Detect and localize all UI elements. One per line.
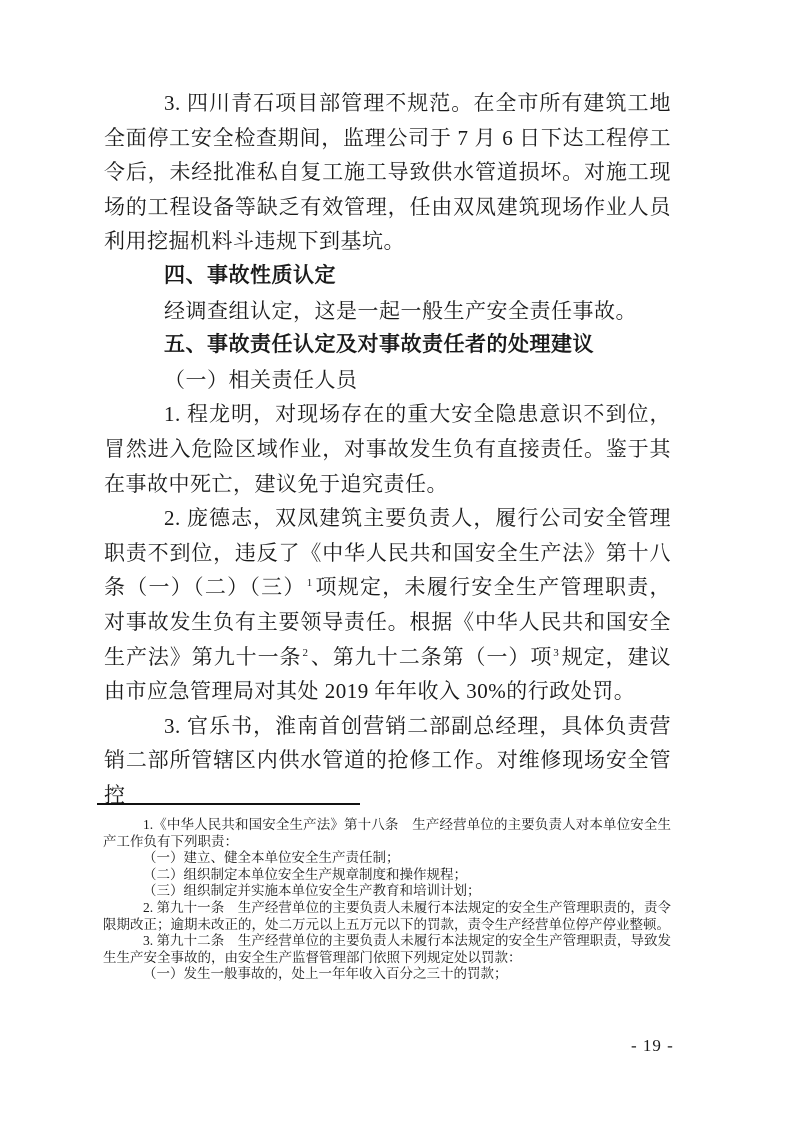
body-paragraph: 3. 四川青石项目部管理不规范。在全市所有建筑工地全面停工安全检查期间，监理公司于 7 月 6 日下达工程停工令后，未经批准私自复工施工导致供水管道损坏。对施工现场的工程设备等缺乏有效管理，任由双凤建筑现场作业人员利用挖掘机料斗违规下到基坑。	[104, 91, 671, 254]
page-footer	[0, 1036, 793, 1060]
footnote-reference-marker: 3	[553, 646, 560, 659]
footnote-item: （二）组织制定本单位安全生产规章制度和操作规程；	[143, 866, 467, 882]
footnote-item: 3. 第九十二条 生产经营单位的主要负责人未履行本法规定的安全生产管理职责，导致发生生产安全事故的，由安全生产监督管理部门依照下列规定处以罚款：	[103, 933, 671, 965]
footnote-item: （三）组织制定并实施本单位安全生产教育和培训计划；	[143, 883, 481, 899]
footnote-reference-marker: 1	[306, 577, 313, 590]
footnote-item: 2. 第九十一条 生产经营单位的主要负责人未履行本法规定的安全生产管理职责的，责令限期改正；逾期未改正的，处二万元以上五万元以下的罚款，责令生产经营单位停产停业整顿。	[103, 899, 671, 932]
footnote-item: 1.《中华人民共和国安全生产法》第十八条 生产经营单位的主要负责人对本单位安全生产工作负有下列职责：	[103, 817, 671, 849]
body-paragraph: 经调查组认定，这是一起一般生产安全责任事故。	[164, 298, 637, 323]
section-heading: 四、事故性质认定	[164, 263, 336, 287]
body-paragraph: 1. 程龙明，对现场存在的重大安全隐患意识不到位，冒然进入危险区域作业，对事故发生负有直接责任。鉴于其在事故中死亡，建议免于追究责任。	[104, 402, 671, 496]
footnote-item: （一）发生一般事故的，处上一年年收入百分之三十的罚款；	[143, 966, 508, 982]
footnotes-section	[103, 817, 671, 983]
page-number: - 19 -	[631, 1036, 674, 1055]
footnote-separator	[97, 803, 360, 805]
footnote-reference-marker: 2	[302, 646, 309, 659]
document-body	[104, 86, 671, 812]
section-heading: 五、事故责任认定及对事故责任者的处理建议	[164, 333, 594, 357]
footnote-item: （一）建立、健全本单位安全生产责任制；	[143, 850, 400, 866]
body-paragraph: 3. 官乐书，淮南首创营销二部副总经理，具体负责营销二部所管辖区内供水管道的抢修工作。对维修现场安全管控	[104, 713, 671, 807]
body-paragraph: 2. 庞德志，双凤建筑主要负责人，履行公司安全管理职责不到位，违反了《中华人民共和国安全生产法》第十八条（一）（二）（三）$^1$项规定，未履行安全生产管理职责，对事故发生负有主要领导责任。根据《中华人民共和国安全生产法》第九十一条$^2$、第九十二条第（一）项$^3$规定，建议由市应急管理局对其处 2019 年年收入 30%的行政处罚。	[104, 506, 672, 704]
body-paragraph: （一）相关责任人员	[164, 367, 358, 392]
